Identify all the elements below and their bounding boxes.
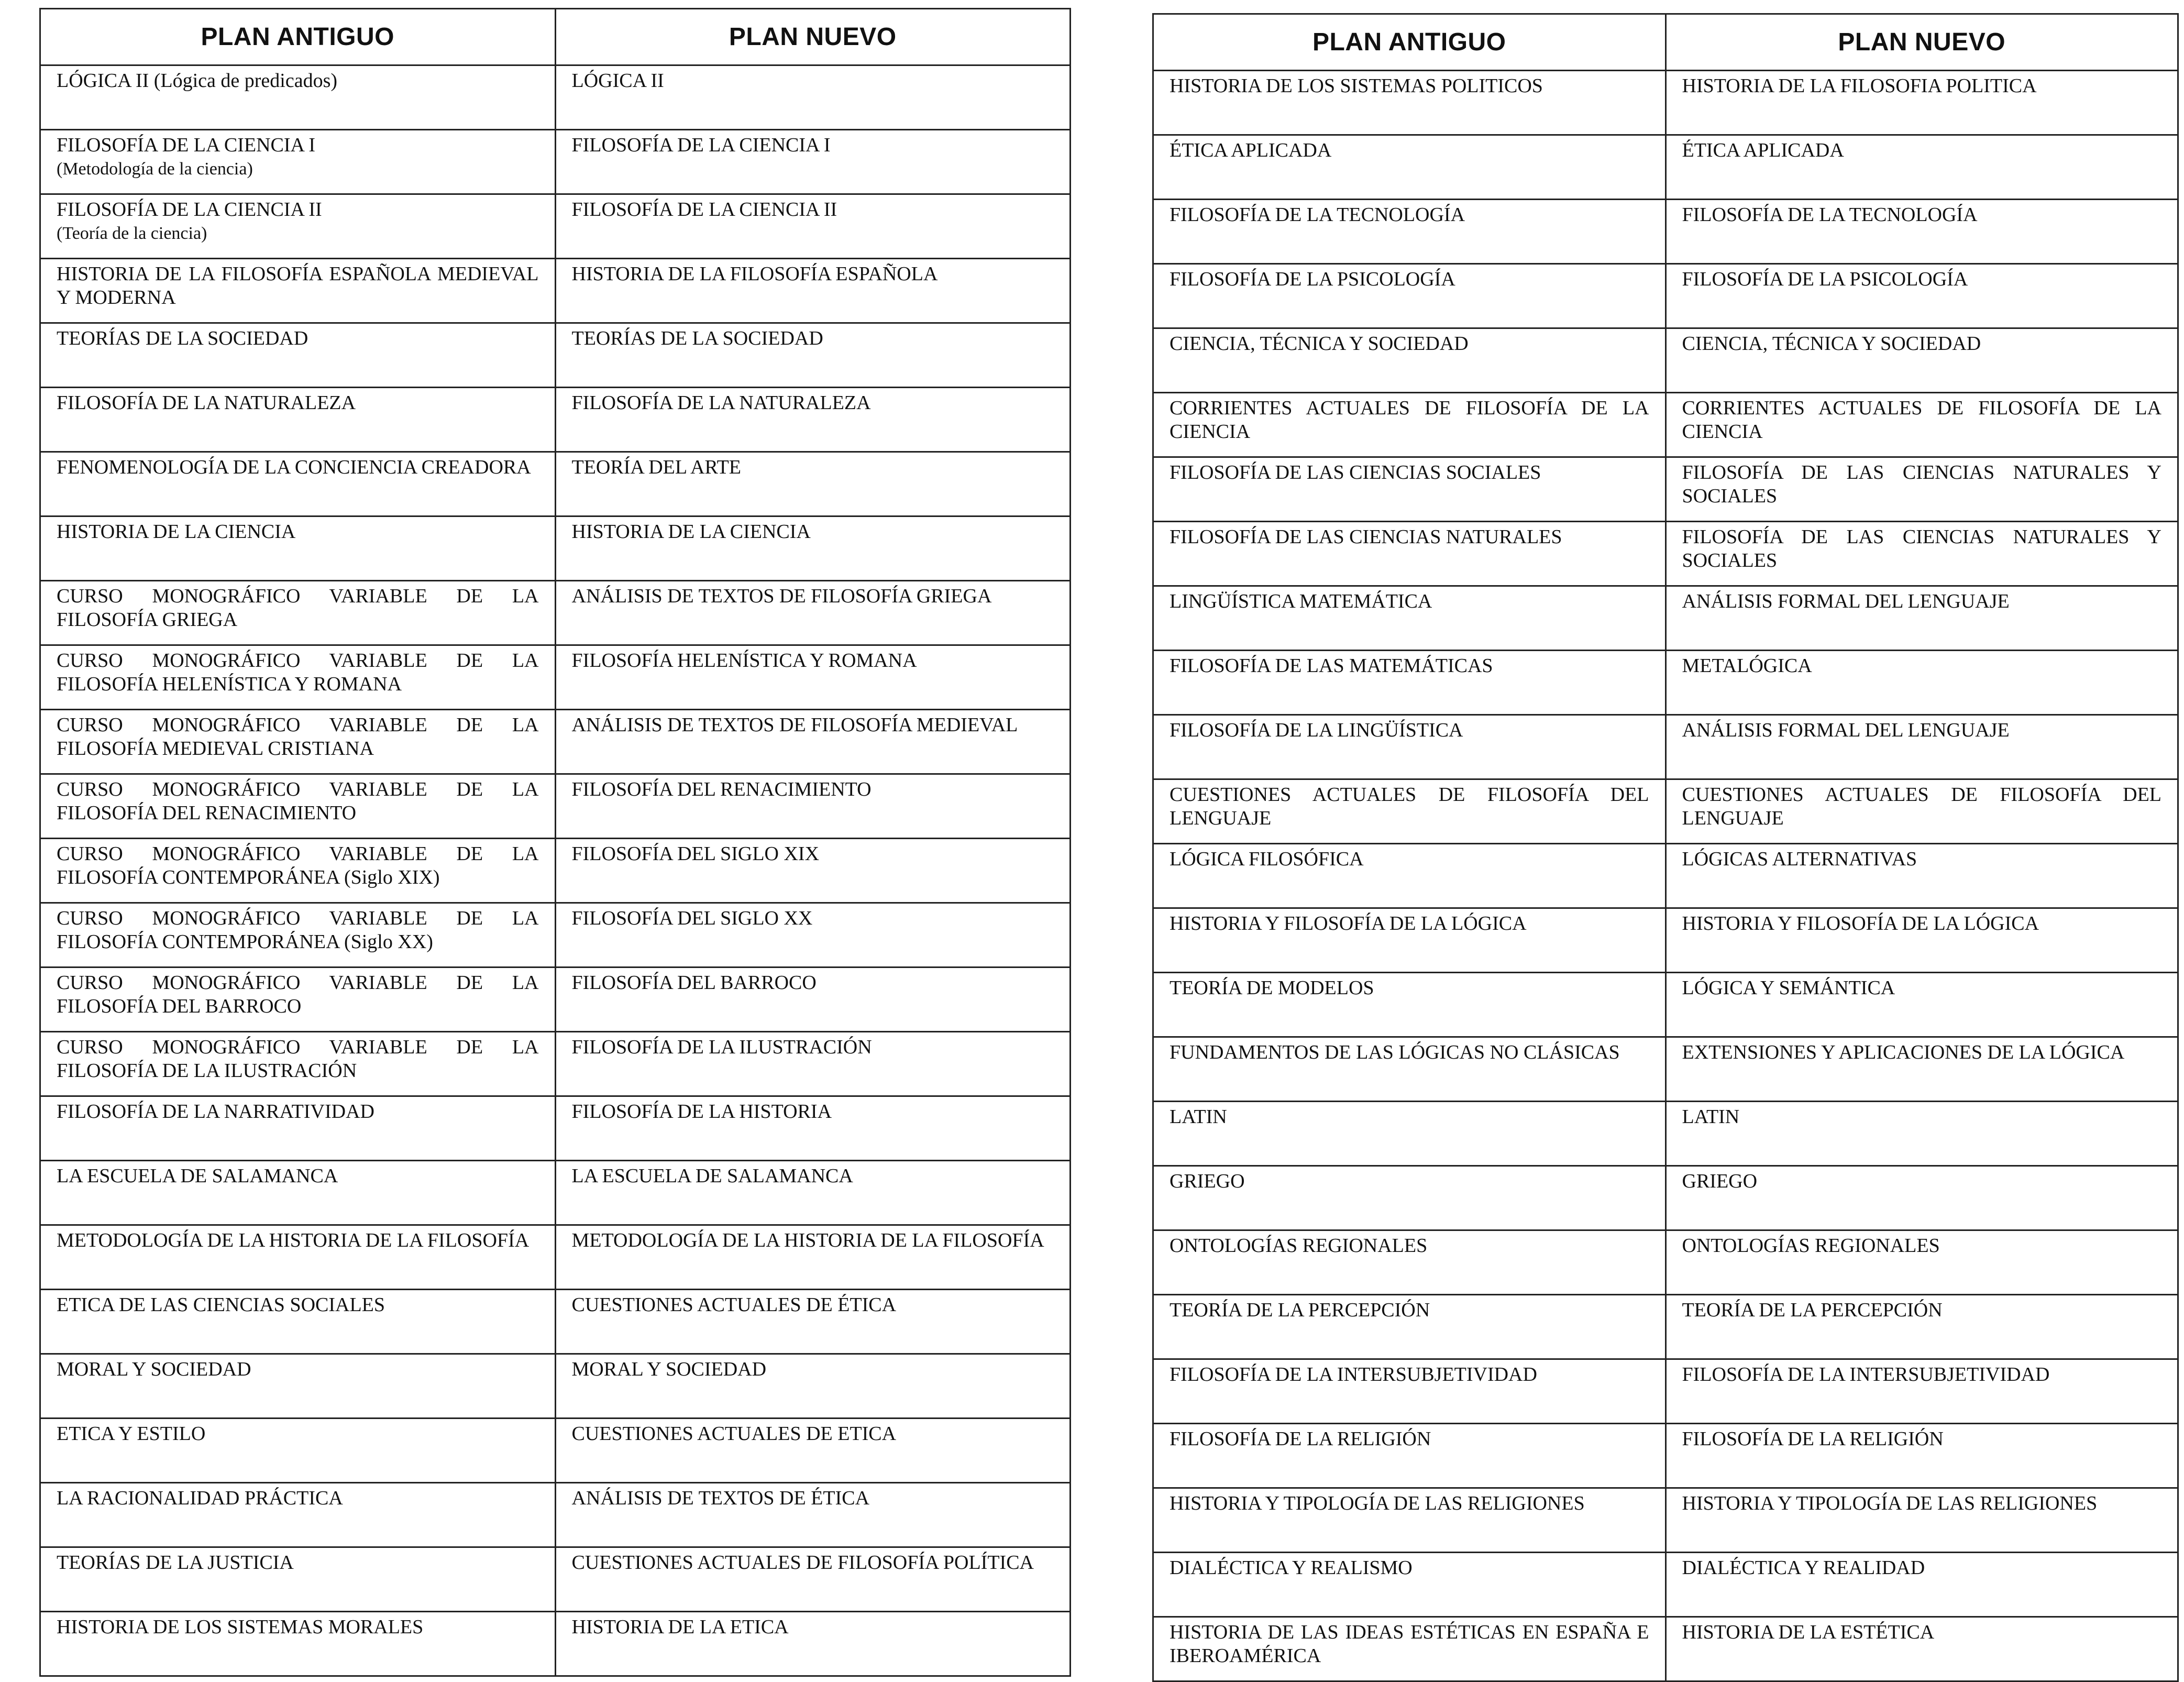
old-plan-cell	[1153, 393, 1666, 457]
old-plan-subject: FILOSOFÍA DE LA TECNOLOGÍA	[1170, 204, 1465, 226]
old-plan-subject: ETICA DE LAS CIENCIAS SOCIALES	[57, 1294, 385, 1316]
old-plan-subject: FENOMENOLOGÍA DE LA CONCIENCIA CREADORA	[57, 456, 531, 478]
old-plan-cell	[40, 1225, 556, 1290]
old-plan-subject: LA ESCUELA DE SALAMANCA	[57, 1165, 338, 1187]
old-plan-cell	[40, 581, 556, 645]
new-plan-cell	[1665, 715, 2178, 779]
old-plan-subject-note: (Teoría de la ciencia)	[57, 224, 207, 243]
old-plan-cell	[1153, 1359, 1666, 1424]
equivalence-table-left	[39, 8, 1071, 1677]
new-plan-cell	[1665, 1359, 2178, 1424]
table-row	[40, 710, 1071, 774]
table-row	[40, 1483, 1071, 1547]
new-plan-subject: TEORÍA DE LA PERCEPCIÓN	[1682, 1299, 1943, 1321]
old-plan-subject: FILOSOFÍA DE LA INTERSUBJETIVIDAD	[1170, 1364, 1537, 1386]
table-row	[1153, 651, 2178, 715]
old-plan-subject: TEORÍA DE LA PERCEPCIÓN	[1170, 1299, 1430, 1321]
table-row	[40, 903, 1071, 968]
new-plan-cell	[1665, 1488, 2178, 1553]
table-row	[40, 774, 1071, 839]
new-plan-subject: HISTORIA DE LA CIENCIA	[571, 521, 811, 543]
new-plan-cell	[555, 774, 1071, 839]
new-plan-cell	[1665, 1102, 2178, 1166]
header-row	[1153, 14, 2178, 71]
old-plan-cell	[1153, 1102, 1666, 1166]
old-plan-cell	[1153, 457, 1666, 522]
old-plan-cell	[40, 1032, 556, 1096]
table-row	[1153, 715, 2178, 779]
new-plan-cell	[1665, 264, 2178, 328]
old-plan-cell	[40, 968, 556, 1032]
old-plan-cell	[40, 645, 556, 710]
old-plan-cell	[1153, 908, 1666, 973]
old-plan-cell	[40, 903, 556, 968]
old-plan-subject: HISTORIA DE LA CIENCIA	[57, 521, 296, 543]
new-plan-cell	[1665, 844, 2178, 908]
old-plan-cell	[40, 1161, 556, 1225]
table-row	[1153, 1424, 2178, 1488]
old-plan-subject: CURSO MONOGRÁFICO VARIABLE DE LA FILOSOFÍA CONTEMPORÁNEA (Siglo XX)	[57, 907, 539, 953]
new-plan-subject: LÓGICA II	[571, 70, 664, 92]
new-plan-cell	[555, 968, 1071, 1032]
new-plan-cell	[555, 1161, 1071, 1225]
new-plan-cell	[555, 1290, 1071, 1354]
new-plan-cell	[555, 452, 1071, 516]
table-row	[40, 1419, 1071, 1483]
table-row	[40, 1547, 1071, 1612]
table-row	[1153, 1230, 2178, 1295]
new-plan-subject: METODOLOGÍA DE LA HISTORIA DE LA FILOSOFÍA	[571, 1229, 1044, 1251]
old-plan-subject: CURSO MONOGRÁFICO VARIABLE DE LA FILOSOFÍA DE LA ILUSTRACIÓN	[57, 1036, 539, 1082]
old-plan-subject: CUESTIONES ACTUALES DE FILOSOFÍA DEL LENGUAJE	[1170, 784, 1649, 829]
new-plan-cell	[1665, 779, 2178, 844]
old-plan-cell	[40, 452, 556, 516]
old-plan-cell	[1153, 1488, 1666, 1553]
new-plan-subject: FILOSOFÍA DE LA TECNOLOGÍA	[1682, 204, 1978, 226]
old-plan-subject: CURSO MONOGRÁFICO VARIABLE DE LA FILOSOFÍA GRIEGA	[57, 585, 539, 631]
new-plan-subject: CUESTIONES ACTUALES DE FILOSOFÍA DEL LENGUAJE	[1682, 784, 2161, 829]
table-row	[1153, 1295, 2178, 1359]
old-plan-cell	[40, 1547, 556, 1612]
old-plan-subject: LÓGICA FILOSÓFICA	[1170, 848, 1364, 870]
new-plan-cell	[555, 388, 1071, 452]
new-plan-subject: METALÓGICA	[1682, 655, 1812, 677]
new-plan-cell	[555, 130, 1071, 194]
new-plan-subject: HISTORIA Y TIPOLOGÍA DE LAS RELIGIONES	[1682, 1492, 2098, 1514]
new-plan-cell	[555, 710, 1071, 774]
new-plan-subject: FILOSOFÍA DE LA NATURALEZA	[571, 392, 871, 414]
old-plan-subject: FILOSOFÍA DE LA CIENCIA II	[57, 199, 322, 221]
new-plan-cell	[1665, 1166, 2178, 1230]
new-plan-subject: FILOSOFÍA DE LA INTERSUBJETIVIDAD	[1682, 1364, 2050, 1386]
old-plan-subject: LÓGICA II (Lógica de predicados)	[57, 70, 338, 92]
old-plan-cell	[1153, 264, 1666, 328]
table-row	[40, 1161, 1071, 1225]
new-plan-subject: CIENCIA, TÉCNICA Y SOCIEDAD	[1682, 333, 1981, 355]
new-plan-cell	[555, 839, 1071, 903]
old-plan-cell	[1153, 844, 1666, 908]
new-plan-cell	[1665, 457, 2178, 522]
new-plan-subject: TEORÍA DEL ARTE	[571, 456, 742, 478]
old-plan-subject-note: (Metodología de la ciencia)	[57, 159, 253, 179]
table-row	[1153, 135, 2178, 200]
old-plan-cell	[40, 259, 556, 323]
table-row	[1153, 264, 2178, 328]
new-plan-subject: ANÁLISIS DE TEXTOS DE ÉTICA	[571, 1487, 870, 1509]
old-plan-cell	[1153, 1295, 1666, 1359]
old-plan-subject: FILOSOFÍA DE LA CIENCIA I	[57, 134, 316, 156]
old-plan-subject: FILOSOFÍA DE LA PSICOLOGÍA	[1170, 268, 1455, 290]
table-row	[40, 452, 1071, 516]
table-row	[40, 1290, 1071, 1354]
old-plan-cell	[40, 194, 556, 259]
new-plan-cell	[1665, 71, 2178, 135]
old-plan-subject: CURSO MONOGRÁFICO VARIABLE DE LA FILOSOFÍA CONTEMPORÁNEA (Siglo XIX)	[57, 843, 539, 888]
equivalence-table-right	[1152, 13, 2179, 1682]
table-row	[40, 1354, 1071, 1419]
old-plan-subject: HISTORIA Y TIPOLOGÍA DE LAS RELIGIONES	[1170, 1492, 1585, 1514]
new-plan-cell	[555, 645, 1071, 710]
old-plan-subject: DIALÉCTICA Y REALISMO	[1170, 1557, 1413, 1579]
table-row	[40, 516, 1071, 581]
new-plan-subject: FILOSOFÍA DEL RENACIMIENTO	[571, 778, 872, 800]
old-plan-subject: ONTOLOGÍAS REGIONALES	[1170, 1235, 1428, 1257]
old-plan-subject: FILOSOFÍA DE LA NARRATIVIDAD	[57, 1101, 374, 1123]
column-header-old-plan: PLAN ANTIGUO	[1153, 14, 1666, 71]
old-plan-subject: GRIEGO	[1170, 1170, 1245, 1192]
new-plan-cell	[1665, 1230, 2178, 1295]
old-plan-subject: FILOSOFÍA DE LA LINGÜÍSTICA	[1170, 719, 1463, 741]
old-plan-subject: FILOSOFÍA DE LA RELIGIÓN	[1170, 1428, 1431, 1450]
new-plan-subject: FILOSOFÍA DE LA CIENCIA I	[571, 134, 831, 156]
old-plan-cell	[40, 710, 556, 774]
new-plan-cell	[1665, 1553, 2178, 1617]
old-plan-cell	[40, 1483, 556, 1547]
table-row	[1153, 200, 2178, 264]
old-plan-subject: CURSO MONOGRÁFICO VARIABLE DE LA FILOSOFÍA MEDIEVAL CRISTIANA	[57, 714, 539, 760]
old-plan-subject: CURSO MONOGRÁFICO VARIABLE DE LA FILOSOFÍA HELENÍSTICA Y ROMANA	[57, 650, 539, 695]
new-plan-cell	[555, 903, 1071, 968]
new-plan-subject: FILOSOFÍA DE LAS CIENCIAS NATURALES Y SOCIALES	[1682, 526, 2161, 571]
table-row	[40, 1225, 1071, 1290]
new-plan-cell	[1665, 651, 2178, 715]
old-plan-subject: ÉTICA APLICADA	[1170, 139, 1332, 161]
old-plan-subject: TEORÍAS DE LA JUSTICIA	[57, 1552, 294, 1574]
old-plan-subject: HISTORIA DE LA FILOSOFÍA ESPAÑOLA MEDIEVAL Y MODERNA	[57, 263, 539, 309]
new-plan-cell	[1665, 393, 2178, 457]
new-plan-cell	[555, 65, 1071, 130]
new-plan-subject: ONTOLOGÍAS REGIONALES	[1682, 1235, 1940, 1257]
old-plan-cell	[40, 130, 556, 194]
old-plan-cell	[40, 839, 556, 903]
new-plan-cell	[1665, 1617, 2178, 1681]
new-plan-cell	[555, 1483, 1071, 1547]
table-row	[40, 581, 1071, 645]
old-plan-cell	[1153, 328, 1666, 393]
old-plan-subject: HISTORIA DE LOS SISTEMAS POLITICOS	[1170, 75, 1543, 97]
new-plan-cell	[1665, 135, 2178, 200]
new-plan-subject: FILOSOFÍA DEL SIGLO XX	[571, 907, 813, 929]
new-plan-cell	[555, 1096, 1071, 1161]
old-plan-subject: LA RACIONALIDAD PRÁCTICA	[57, 1487, 343, 1509]
old-plan-cell	[1153, 1230, 1666, 1295]
new-plan-subject: ANÁLISIS FORMAL DEL LENGUAJE	[1682, 719, 2010, 741]
column-header-new-plan: PLAN NUEVO	[1665, 14, 2178, 71]
new-plan-subject: DIALÉCTICA Y REALIDAD	[1682, 1557, 1925, 1579]
table-row	[1153, 1553, 2178, 1617]
table-row	[40, 388, 1071, 452]
new-plan-subject: ANÁLISIS DE TEXTOS DE FILOSOFÍA GRIEGA	[571, 585, 992, 607]
new-plan-subject: CUESTIONES ACTUALES DE ÉTICA	[571, 1294, 897, 1316]
column-header-new-plan: PLAN NUEVO	[555, 9, 1071, 65]
new-plan-subject: CUESTIONES ACTUALES DE FILOSOFÍA POLÍTICA	[571, 1552, 1034, 1574]
old-plan-cell	[40, 1096, 556, 1161]
new-plan-subject: ANÁLISIS DE TEXTOS DE FILOSOFÍA MEDIEVAL	[571, 714, 1018, 736]
old-plan-cell	[1153, 200, 1666, 264]
table-row	[1153, 908, 2178, 973]
table-row	[1153, 457, 2178, 522]
new-plan-subject: ÉTICA APLICADA	[1682, 139, 1844, 161]
old-plan-subject: LINGÜÍSTICA MATEMÁTICA	[1170, 590, 1432, 612]
new-plan-cell	[555, 516, 1071, 581]
new-plan-subject: LATIN	[1682, 1106, 1740, 1128]
new-plan-subject: FILOSOFÍA DE LA HISTORIA	[571, 1101, 832, 1123]
table-row	[1153, 1102, 2178, 1166]
new-plan-subject: EXTENSIONES Y APLICACIONES DE LA LÓGICA	[1682, 1041, 2125, 1063]
old-plan-subject: CURSO MONOGRÁFICO VARIABLE DE LA FILOSOFÍA DEL BARROCO	[57, 972, 539, 1017]
table-row	[1153, 1488, 2178, 1553]
old-plan-cell	[1153, 1037, 1666, 1102]
table-row	[1153, 1617, 2178, 1681]
old-plan-cell	[1153, 522, 1666, 586]
old-plan-cell	[40, 1612, 556, 1676]
old-plan-subject: LATIN	[1170, 1106, 1227, 1128]
new-plan-cell	[1665, 1424, 2178, 1488]
old-plan-subject: FILOSOFÍA DE LAS CIENCIAS SOCIALES	[1170, 461, 1541, 483]
old-plan-subject: HISTORIA Y FILOSOFÍA DE LA LÓGICA	[1170, 913, 1527, 935]
table-row	[40, 968, 1071, 1032]
old-plan-cell	[40, 774, 556, 839]
old-plan-cell	[1153, 1166, 1666, 1230]
old-plan-cell	[40, 65, 556, 130]
old-plan-subject: CURSO MONOGRÁFICO VARIABLE DE LA FILOSOFÍA DEL RENACIMIENTO	[57, 778, 539, 824]
old-plan-subject: TEORÍAS DE LA SOCIEDAD	[57, 327, 308, 349]
old-plan-cell	[1153, 715, 1666, 779]
old-plan-cell	[40, 1419, 556, 1483]
old-plan-cell	[1153, 651, 1666, 715]
header-row	[40, 9, 1071, 65]
new-plan-subject: ANÁLISIS FORMAL DEL LENGUAJE	[1682, 590, 2010, 612]
old-plan-cell	[40, 516, 556, 581]
new-plan-cell	[555, 259, 1071, 323]
new-plan-subject: FILOSOFÍA DE LA CIENCIA II	[571, 199, 837, 221]
table-row	[1153, 586, 2178, 651]
old-plan-subject: HISTORIA DE LOS SISTEMAS MORALES	[57, 1616, 424, 1638]
table-row	[40, 194, 1071, 259]
new-plan-cell	[1665, 328, 2178, 393]
new-plan-subject: FILOSOFÍA DE LA PSICOLOGÍA	[1682, 268, 1968, 290]
table-row	[1153, 1037, 2178, 1102]
new-plan-cell	[555, 1419, 1071, 1483]
old-plan-cell	[1153, 973, 1666, 1037]
old-plan-cell	[1153, 1553, 1666, 1617]
old-plan-cell	[40, 323, 556, 388]
old-plan-subject: FILOSOFÍA DE LAS MATEMÁTICAS	[1170, 655, 1493, 677]
new-plan-subject: FILOSOFÍA DEL SIGLO XIX	[571, 843, 820, 865]
old-plan-cell	[1153, 586, 1666, 651]
new-plan-cell	[555, 194, 1071, 259]
new-plan-cell	[555, 1547, 1071, 1612]
table-row	[40, 1612, 1071, 1676]
new-plan-cell	[1665, 1295, 2178, 1359]
table-row	[1153, 1359, 2178, 1424]
new-plan-cell	[555, 1032, 1071, 1096]
table-row	[40, 65, 1071, 130]
table-row	[1153, 522, 2178, 586]
table-row	[40, 259, 1071, 323]
new-plan-subject: FILOSOFÍA DE LA ILUSTRACIÓN	[571, 1036, 872, 1058]
new-plan-cell	[1665, 586, 2178, 651]
new-plan-cell	[1665, 522, 2178, 586]
table-row	[40, 1032, 1071, 1096]
table-row	[1153, 328, 2178, 393]
old-plan-cell	[1153, 135, 1666, 200]
new-plan-subject: CORRIENTES ACTUALES DE FILOSOFÍA DE LA CIENCIA	[1682, 397, 2161, 443]
table-row	[40, 323, 1071, 388]
old-plan-subject: CIENCIA, TÉCNICA Y SOCIEDAD	[1170, 333, 1469, 355]
new-plan-cell	[555, 581, 1071, 645]
new-plan-subject: LÓGICA Y SEMÁNTICA	[1682, 977, 1895, 999]
new-plan-subject: HISTORIA DE LA ETICA	[571, 1616, 789, 1638]
table-row	[40, 1096, 1071, 1161]
new-plan-subject: LA ESCUELA DE SALAMANCA	[571, 1165, 853, 1187]
new-plan-subject: HISTORIA DE LA FILOSOFIA POLITICA	[1682, 75, 2037, 97]
old-plan-cell	[40, 1290, 556, 1354]
old-plan-subject: TEORÍA DE MODELOS	[1170, 977, 1374, 999]
old-plan-subject: FUNDAMENTOS DE LAS LÓGICAS NO CLÁSICAS	[1170, 1041, 1620, 1063]
old-plan-subject: HISTORIA DE LAS IDEAS ESTÉTICAS EN ESPAÑA E IBEROAMÉRICA	[1170, 1621, 1649, 1667]
old-plan-subject: METODOLOGÍA DE LA HISTORIA DE LA FILOSOFÍA	[57, 1229, 530, 1251]
table-row	[40, 130, 1071, 194]
table-row	[1153, 844, 2178, 908]
new-plan-cell	[1665, 973, 2178, 1037]
table-row	[1153, 71, 2178, 135]
old-plan-subject: MORAL Y SOCIEDAD	[57, 1358, 251, 1380]
table-row	[1153, 1166, 2178, 1230]
old-plan-cell	[1153, 1617, 1666, 1681]
old-plan-cell	[1153, 71, 1666, 135]
new-plan-cell	[555, 323, 1071, 388]
old-plan-cell	[40, 388, 556, 452]
old-plan-subject: FILOSOFÍA DE LA NATURALEZA	[57, 392, 356, 414]
old-plan-cell	[1153, 779, 1666, 844]
table-row	[1153, 973, 2178, 1037]
new-plan-subject: FILOSOFÍA HELENÍSTICA Y ROMANA	[571, 650, 917, 672]
old-plan-cell	[1153, 1424, 1666, 1488]
new-plan-subject: HISTORIA DE LA FILOSOFÍA ESPAÑOLA	[571, 263, 938, 285]
new-plan-subject: HISTORIA DE LA ESTÉTICA	[1682, 1621, 1935, 1643]
table-row	[40, 839, 1071, 903]
new-plan-subject: LÓGICAS ALTERNATIVAS	[1682, 848, 1917, 870]
table-row	[40, 645, 1071, 710]
old-plan-subject: ETICA Y ESTILO	[57, 1423, 206, 1445]
new-plan-cell	[1665, 200, 2178, 264]
table-row	[1153, 779, 2178, 844]
new-plan-cell	[1665, 908, 2178, 973]
new-plan-cell	[555, 1612, 1071, 1676]
new-plan-cell	[555, 1354, 1071, 1419]
new-plan-subject: TEORÍAS DE LA SOCIEDAD	[571, 327, 823, 349]
new-plan-subject: MORAL Y SOCIEDAD	[571, 1358, 767, 1380]
old-plan-cell	[40, 1354, 556, 1419]
column-header-old-plan: PLAN ANTIGUO	[40, 9, 556, 65]
new-plan-subject: HISTORIA Y FILOSOFÍA DE LA LÓGICA	[1682, 913, 2039, 935]
new-plan-cell	[555, 1225, 1071, 1290]
table-row	[1153, 393, 2178, 457]
new-plan-subject: FILOSOFÍA DEL BARROCO	[571, 972, 817, 994]
new-plan-cell	[1665, 1037, 2178, 1102]
old-plan-subject: CORRIENTES ACTUALES DE FILOSOFÍA DE LA CIENCIA	[1170, 397, 1649, 443]
new-plan-subject: FILOSOFÍA DE LAS CIENCIAS NATURALES Y SOCIALES	[1682, 461, 2161, 507]
old-plan-subject: FILOSOFÍA DE LAS CIENCIAS NATURALES	[1170, 526, 1562, 548]
new-plan-subject: FILOSOFÍA DE LA RELIGIÓN	[1682, 1428, 1944, 1450]
new-plan-subject: CUESTIONES ACTUALES DE ETICA	[571, 1423, 897, 1445]
new-plan-subject: GRIEGO	[1682, 1170, 1758, 1192]
